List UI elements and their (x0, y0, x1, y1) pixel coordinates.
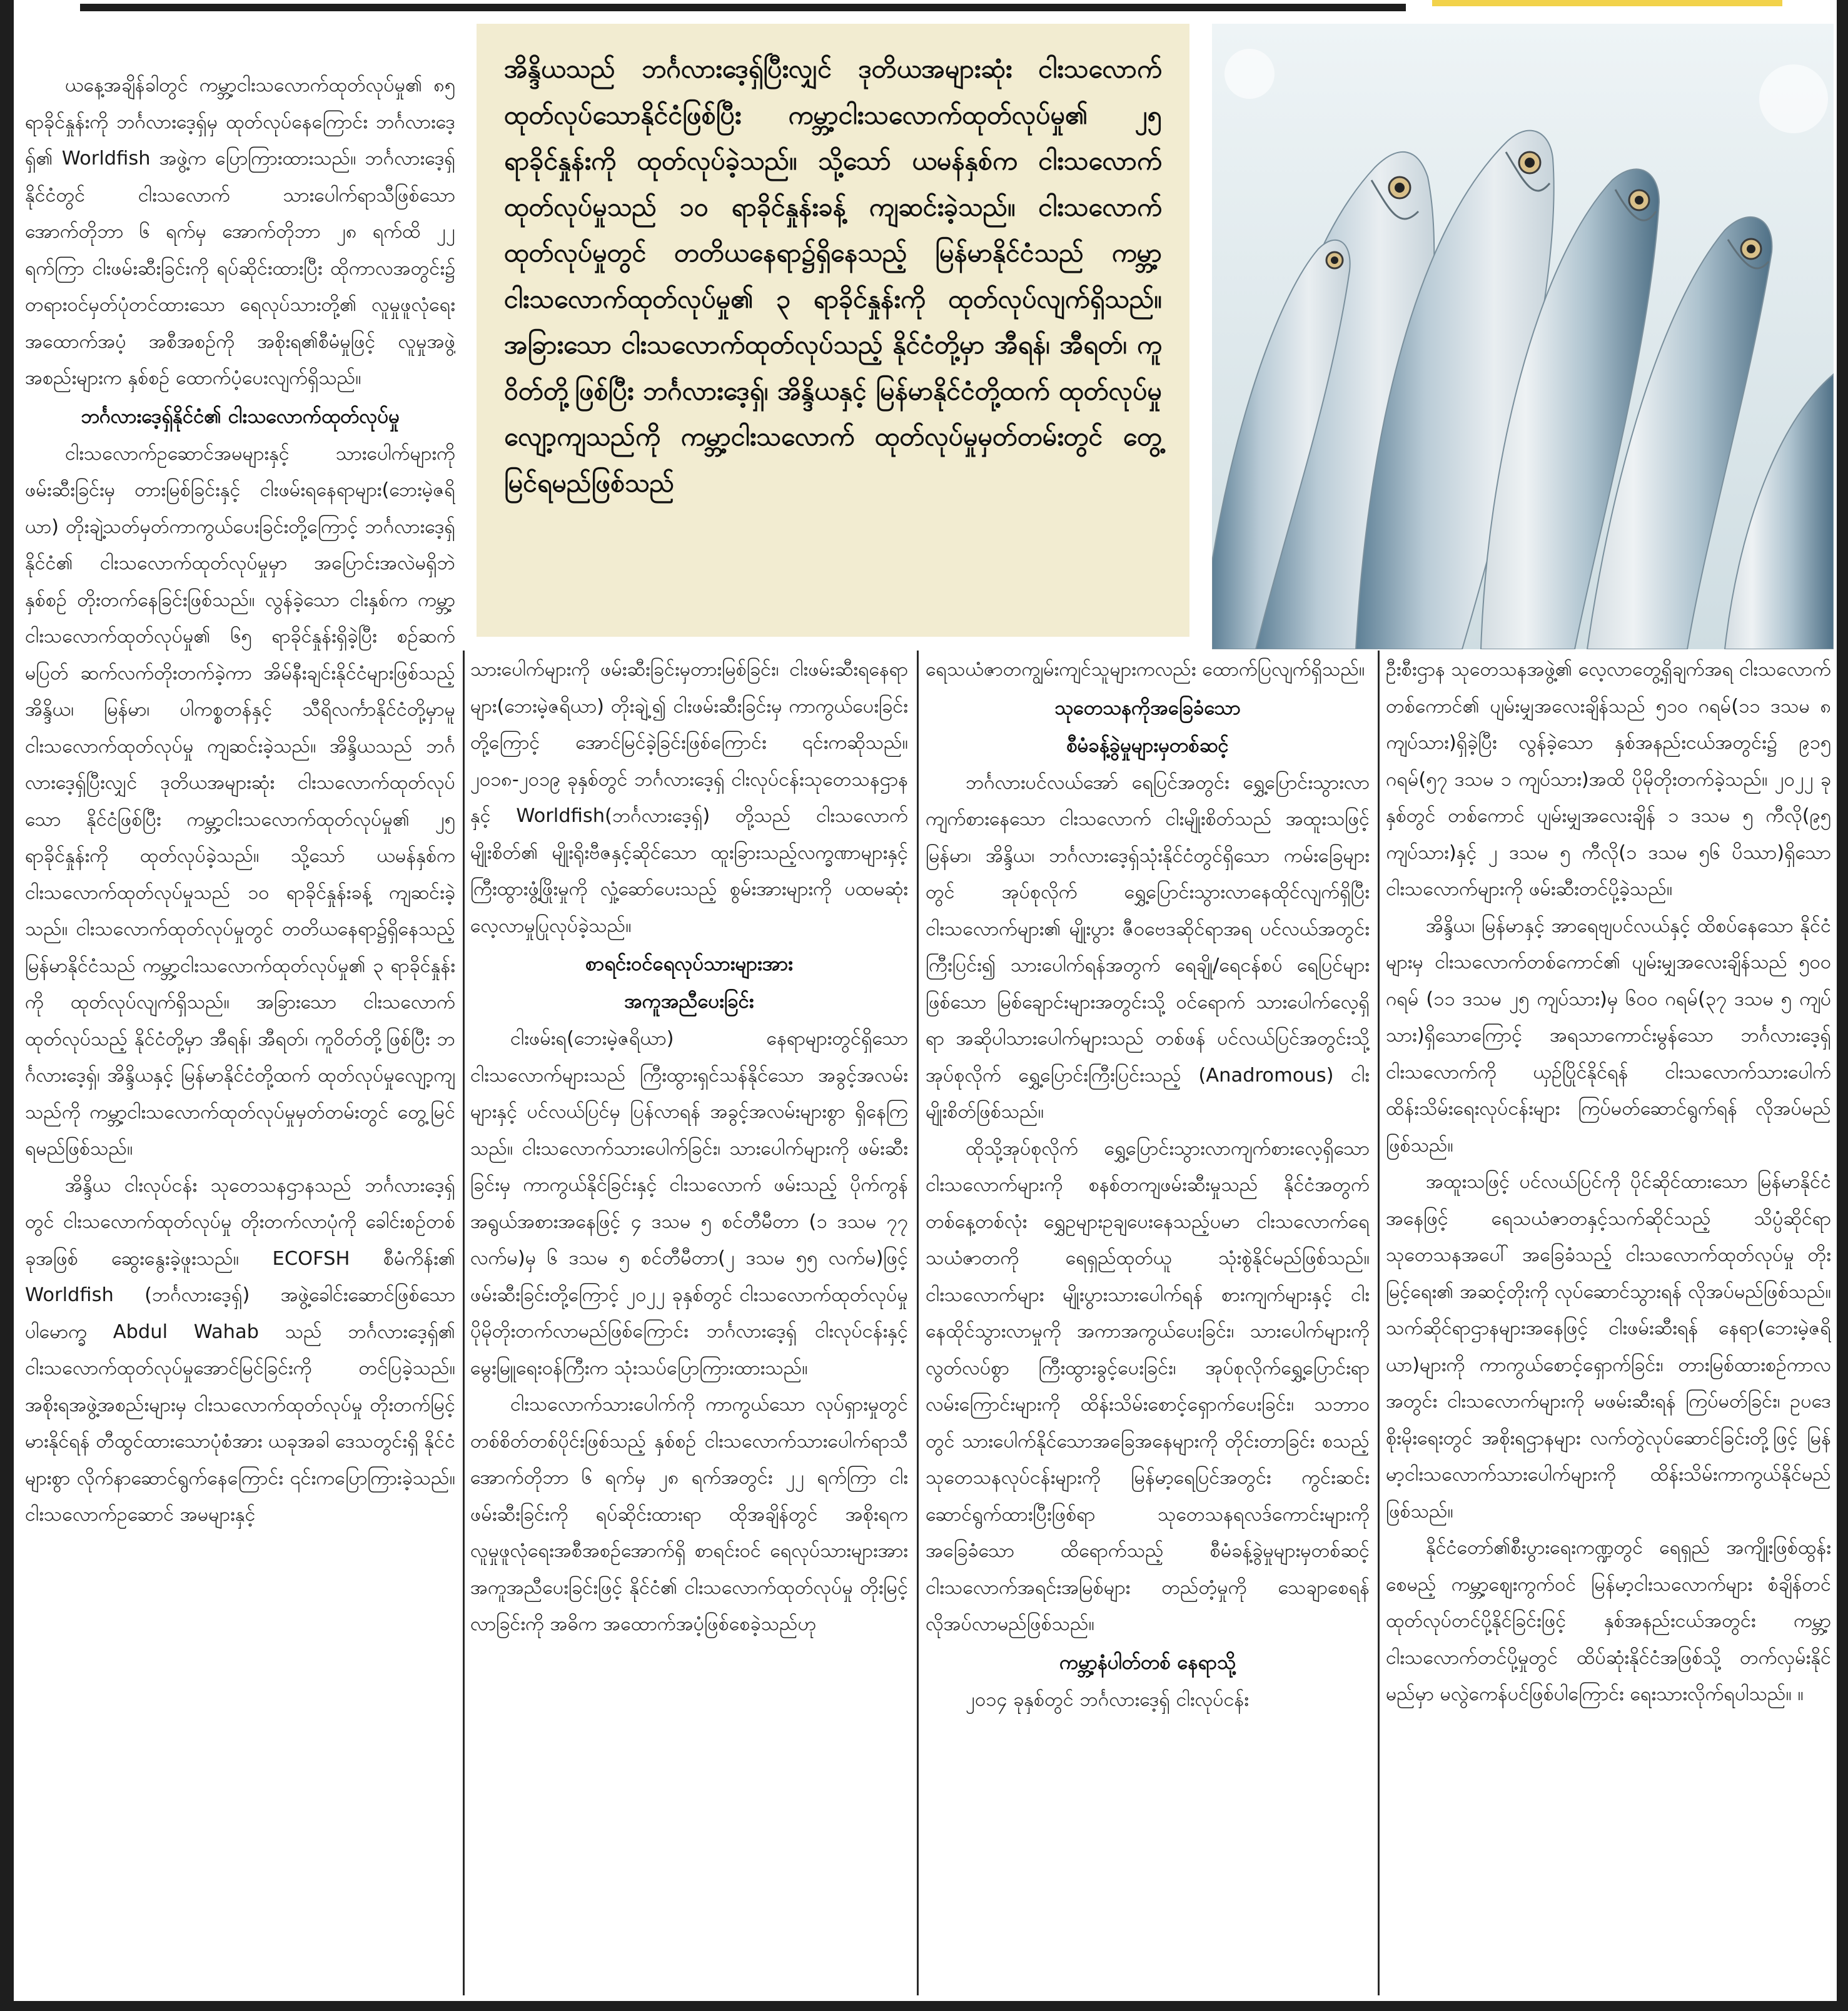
paragraph: ငါးသလောက်ဥဆောင်အမများနှင့် သားပေါက်များကိုဖမ်းဆီးခြင်းမှ တားမြစ်ခြင်းနှင့် ငါးဖမ်းရနေရာများ(ဘေးမဲ့ဇရိယာ) တိုးချဲ့သတ်မှတ်ကာကွယ်ပေးခြင်းတို့ကြောင့် ဘင်္ဂလားဒေ့ရှ်နိုင်ငံ၏ ငါးသလောက်ထုတ်လုပ်မှုမှာ အပြောင်းအလဲမရှိဘဲ နှစ်စဉ် တိုးတက်နေခြင်းဖြစ်သည်။ လွန်ခဲ့သော ငါးနှစ်က ကမ္ဘာ့ငါးသလောက်ထုတ်လုပ်မှု၏ ၆၅ ရာခိုင်နှုန်းရှိခဲ့ပြီး စဉ်ဆက်မပြတ် ဆက်လက်တိုးတက်ခဲ့ကာ အိမ်နီးချင်းနိုင်ငံများဖြစ်သည့် အိန္ဒိယ၊ မြန်မာ၊ ပါကစ္စတန်နှင့် သီရိလင်္ကာနိုင်ငံတို့မှာမူ ငါးသလောက်ထုတ်လုပ်မှု ကျဆင်းခဲ့သည်။ အိန္ဒိယသည် ဘင်္ဂလားဒေ့ရှ်ပြီးလျှင် ဒုတိယအများဆုံး ငါးသလောက်ထုတ်လုပ်သော နိုင်ငံဖြစ်ပြီး ကမ္ဘာ့ငါးသလောက်ထုတ်လုပ်မှု၏ ၂၅ ရာခိုင်နှုန်းကို ထုတ်လုပ်ခဲ့သည်။ သို့သော် ယမန်နှစ်က ငါးသလောက်ထုတ်လုပ်မှုသည် ၁၀ ရာခိုင်နှုန်းခန့် ကျဆင်းခဲ့သည်။ ငါးသလောက်ထုတ်လုပ်မှုတွင် တတိယနေရာ၌ရှိနေသည့် မြန်မာနိုင်ငံသည် ကမ္ဘာ့ငါးသလောက်ထုတ်လုပ်မှု၏ ၃ ရာခိုင်နှုန်းကို ထုတ်လုပ်လျက်ရှိသည်။ အခြားသော ငါးသလောက်ထုတ်လုပ်သည့် နိုင်ငံတို့မှာ အီရန်၊ အီရတ်၊ ကူဝိတ်တို့ဖြစ်ပြီး ဘင်္ဂလားဒေ့ရှ်၊ အိန္ဒိယနှင့် မြန်မာနိုင်ငံတို့ထက် ထုတ်လုပ်မှုလျော့ကျသည်ကို ကမ္ဘာ့ငါးသလောက်ထုတ်လုပ်မှုမှတ်တမ်းတွင် တွေ့မြင်ရမည်ဖြစ်သည်။ (25, 442, 455, 1160)
subheading: သုတေသနကိုအခြေခံသော (1054, 696, 1241, 719)
paragraph: အထူးသဖြင့် ပင်လယ်ပြင်ကို ပိုင်ဆိုင်ထားသော မြန်မာနိုင်ငံအနေဖြင့် ရေသယံဇာတနှင့်သက်ဆိုင်သည့် သိပ္ပံဆိုင်ရာ သုတေသနအပေါ် အခြေခံသည့် ငါးသလောက်ထုတ်လုပ်မှု တိုးမြင့်ရေး၏ အဆင့်တိုးကို လုပ်ဆောင်သွားရန် လိုအပ်မည်ဖြစ်သည်။ သက်ဆိုင်ရာဌာနများအနေဖြင့် ငါးဖမ်းဆီးရန် နေရာ(ဘေးမဲ့ဇရိယာ)များကို ကာကွယ်စောင့်ရှောက်ခြင်း၊ တားမြစ်ထားစဉ်ကာလအတွင်း ငါးသလောက်များကို မဖမ်းဆီးရန် ကြပ်မတ်ခြင်း၊ ဥပဒေစိုးမိုးရေးတွင် အစိုးရဌာနများ လက်တွဲလုပ်ဆောင်ခြင်းတို့ဖြင့် မြန်မာ့ငါးသလောက်သားပေါက်များကို ထိန်းသိမ်းကာကွယ်နိုင်မည်ဖြစ်သည်။ (1386, 1171, 1831, 1522)
header-accent-bar (1432, 0, 1782, 6)
paragraph: နိုင်ငံတော်၏စီးပွားရေးကဏ္ဍတွင် ရေရှည် အကျိုးဖြစ်ထွန်းစေမည့် ကမ္ဘာ့ဈေးကွက်ဝင် မြန်မာ့ငါးသလောက်များ စံချိန်တင် ထုတ်လုပ်တင်ပို့နိုင်ခြင်းဖြင့် နှစ်အနည်းငယ်အတွင်း ကမ္ဘာ့ငါးသလောက်တင်ပို့မှုတွင် ထိပ်ဆုံးနိုင်ငံအဖြစ်သို့ တက်လှမ်းနိုင်မည်မှာ မလွဲကေန်ပင်ဖြစ်ပါကြောင်း ရေးသားလိုက်ရပါသည်။ ။ (1386, 1537, 1831, 1705)
subheading: စာရင်းဝင်ရေလုပ်သားများအား (585, 953, 793, 975)
article-column-3 (926, 652, 1370, 1990)
article-column-2 (470, 652, 908, 1990)
column-divider (1378, 651, 1380, 1995)
subheading: ကမ္ဘာ့နံပါတ်တစ် နေရာသို့ (1059, 1651, 1236, 1674)
article-column-4 (1386, 652, 1831, 1990)
paragraph: ထိုသို့အုပ်စုလိုက် ရွှေ့ပြောင်းသွားလာကျက်စားလေ့ရှိသော ငါးသလောက်များကို စနစ်တကျဖမ်းဆီးမှုသည် နိုင်ငံအတွက် တစ်နေ့တစ်လုံး ရွှေဥများဥချပေးနေသည့်ပမာ ငါးသလောက်ရေသယံဇာတကို ရေရှည်ထုတ်ယူ သုံးစွဲနိုင်မည်ဖြစ်သည်။ ငါးသလောက်များ မျိုးပွားသားပေါက်ရန် စားကျက်များနှင့် ငါးနေထိုင်သွားလာမှုကို အကာအကွယ်ပေးခြင်း၊ သားပေါက်များကိုလွတ်လပ်စွာ ကြီးထွားခွင့်ပေးခြင်း၊ အုပ်စုလိုက်ရွှေ့ပြောင်းရာလမ်းကြောင်းများကို ထိန်းသိမ်းစောင့်ရှောက်ပေးခြင်း၊ သဘာဝတွင် သားပေါက်နိုင်သောအခြေအနေများကို တိုင်းတာခြင်း စသည့် သုတေသနလုပ်ငန်းများကို မြန်မာ့ရေပြင်အတွင်း ကွင်းဆင်းဆောင်ရွက်ထားပြီးဖြစ်ရာ သုတေသနရလဒ်ကောင်းများကို အခြေခံသော ထိရောက်သည့် စီမံခန့်ခွဲမှုများမှတစ်ဆင့် ငါးသလောက်အရင်းအမြစ်များ တည်တံ့မှုကို သေချာစေရန် လိုအပ်လာမည်ဖြစ်သည်။ (926, 1137, 1370, 1635)
paragraph: ဦးစီးဌာန သုတေသနအဖွဲ့၏ လေ့လာတွေ့ရှိချက်အရ ငါးသလောက်တစ်ကောင်၏ ပျမ်းမျှအလေးချိန်သည် ၅၁၀ ဂရမ်(၁၁ ဒသမ ၈ ကျပ်သား)ရှိခဲ့ပြီး လွန်ခဲ့သော နှစ်အနည်းငယ်အတွင်း၌ ၉၁၅ ဂရမ်(၅၇ ဒသမ ၁ ကျပ်သား)အထိ ပိုမိုတိုးတက်ခဲ့သည်။ ၂၀၂၂ ခုနှစ်တွင် တစ်ကောင် ပျမ်းမျှအလေးချိန် ၁ ဒသမ ၅ ကီလို(၉၅ ကျပ်သား)နှင့် ၂ ဒသမ ၅ ကီလို(၁ ဒသမ ၅၆ ပိဿာ)ရှိသော ငါးသလောက်များကို ဖမ်းဆီးတင်ပို့ခဲ့သည်။ (1386, 659, 1831, 900)
column-divider (463, 651, 465, 1995)
page-border-right (1837, 0, 1848, 2011)
page-border-left (0, 0, 14, 2011)
paragraph: အိန္ဒိယ ငါးလုပ်ငန်း သုတေသနဌာနသည် ဘင်္ဂလားဒေ့ရှ်တွင် ငါးသလောက်ထုတ်လုပ်မှု တိုးတက်လာပုံကို ခေါင်းစဉ်တစ်ခုအဖြစ် ဆွေးနွေးခဲ့ဖူးသည်။ ECOFSH စီမံကိန်း၏ Worldfish (ဘင်္ဂလားဒေ့ရှ်) အဖွဲ့ခေါင်းဆောင်ဖြစ်သော ပါမောက္ခ Abdul Wahab သည် ဘင်္ဂလားဒေ့ရှ်၏ ငါးသလောက်ထုတ်လုပ်မှုအောင်မြင်ခြင်းကို တင်ပြခဲ့သည်။ အစိုးရအဖွဲ့အစည်းများမှ ငါးသလောက်ထုတ်လုပ်မှု တိုးတက်မြင့်မားနိုင်ရန် တီထွင်ထားသောပုံစံအား ယခုအခါ ဒေသတွင်းရှိ နိုင်ငံများစွာ လိုက်နာဆောင်ရွက်နေကြောင်း ၎င်းကပြောကြားခဲ့သည်။ ငါးသလောက်ဥဆောင် အမများနှင့် (25, 1174, 455, 1526)
column-divider (917, 651, 919, 1995)
paragraph: ယနေ့အချိန်ခါတွင် ကမ္ဘာ့ငါးသလောက်ထုတ်လုပ်မှု၏ ၈၅ ရာခိုင်နှုန်းကို ဘင်္ဂလားဒေ့ရှ်မှ ထုတ်လုပ်နေကြောင်း ဘင်္ဂလားဒေ့ရှ်၏ Worldfish အဖွဲ့က ပြောကြားထားသည်။ ဘင်္ဂလားဒေ့ရှ်နိုင်ငံတွင် ငါးသလောက် သားပေါက်ရာသီဖြစ်သော အောက်တိုဘာ ၆ ရက်မှ အောက်တိုဘာ ၂၈ ရက်ထိ ၂၂ ရက်ကြာ ငါးဖမ်းဆီးခြင်းကို ရပ်ဆိုင်းထားပြီး ထိုကာလအတွင်း၌ တရားဝင်မှတ်ပုံတင်ထားသော ရေလုပ်သားတို့၏ လူမှုဖူလုံရေးအထောက်အပံ့ အစီအစဉ်ကို အစိုးရ၏စီမံမှုဖြင့် လူမှုအဖွဲ့အစည်းများက နှစ်စဉ် ထောက်ပံ့ပေးလျက်ရှိသည်။ (25, 74, 455, 389)
paragraph: ငါးဖမ်းရ(ဘေးမဲ့ဇရိယာ) နေရာများတွင်ရှိသော ငါးသလောက်များသည် ကြီးထွားရှင်သန်နိုင်သော အခွင့်အလမ်းများနှင့် ပင်လယ်ပြင်မှ ပြန်လာရန် အခွင့်အလမ်းများစွာ ရှိနေကြသည်။ ငါးသလောက်သားပေါက်ခြင်း၊ သားပေါက်များကို ဖမ်းဆီးခြင်းမှ ကာကွယ်နိုင်ခြင်းနှင့် ငါးသလောက် ဖမ်းသည့် ပိုက်ကွန်အရွယ်အစားအနေဖြင့် ၄ ဒသမ ၅ စင်တီမီတာ (၁ ဒသမ ၇၇ လက်မ)မှ ၆ ဒသမ ၅ စင်တီမီတာ(၂ ဒသမ ၅၅ လက်မ)ဖြင့် ဖမ်းဆီးခြင်းတို့ကြောင့် ၂၀၂၂ ခုနှစ်တွင် ငါးသလောက်ထုတ်လုပ်မှု ပိုမိုတိုးတက်လာမည်ဖြစ်ကြောင်း ဘင်္ဂလားဒေ့ရှ် ငါးလုပ်ငန်းနှင့် မွေးမြူရေးဝန်ကြီးက သုံးသပ်ပြောကြားထားသည်။ (470, 1028, 908, 1379)
paragraph: ၂၀၁၄ ခုနှစ်တွင် ဘင်္ဂလားဒေ့ရှ် ငါးလုပ်ငန်း (966, 1688, 1250, 1711)
paragraph: ငါးသလောက်သားပေါက်ကို ကာကွယ်သော လုပ်ရှားမှုတွင် တစ်စိတ်တစ်ပိုင်းဖြစ်သည့် နှစ်စဉ် ငါးသလောက်သားပေါက်ရာသီ အောက်တိုဘာ ၆ ရက်မှ ၂၈ ရက်အတွင်း ၂၂ ရက်ကြာ ငါးဖမ်းဆီးခြင်းကို ရပ်ဆိုင်းထားရာ ထိုအချိန်တွင် အစိုးရက လူမှုဖူလုံရေးအစီအစဉ်အောက်ရှိ စာရင်းဝင် ရေလုပ်သားများအား အကူအညီပေးခြင်းဖြင့် နိုင်ငံ၏ ငါးသလောက်ထုတ်လုပ်မှု တိုးမြင့်လာခြင်းကို အဓိက အထောက်အပံ့ဖြစ်စေခဲ့သည်ဟု (470, 1394, 908, 1635)
pull-quote-text: အိန္ဒိယသည် ဘင်္ဂလားဒေ့ရှ်ပြီးလျှင် ဒုတိယအများဆုံး ငါးသလောက်ထုတ်လုပ်သောနိုင်ငံဖြစ်ပြီး ကမ္ဘာ့ငါးသလောက်ထုတ်လုပ်မှု၏ ၂၅ ရာခိုင်နှုန်းကို ထုတ်လုပ်ခဲ့သည်။ သို့သော် ယမန်နှစ်က ငါးသလောက်ထုတ်လုပ်မှုသည် ၁၀ ရာခိုင်နှုန်းခန့် ကျဆင်းခဲ့သည်။ ငါးသလောက်ထုတ်လုပ်မှုတွင် တတိယနေရာ၌ရှိနေသည့် မြန်မာနိုင်ငံသည် ကမ္ဘာ့ငါးသလောက်ထုတ်လုပ်မှု၏ ၃ ရာခိုင်နှုန်းကို ထုတ်လုပ်လျက်ရှိသည်။ အခြားသော ငါးသလောက်ထုတ်လုပ်သည့် နိုင်ငံတို့မှာ အီရန်၊ အီရတ်၊ ကူဝိတ်တို့ဖြစ်ပြီး ဘင်္ဂလားဒေ့ရှ်၊ အိန္ဒိယနှင့် မြန်မာနိုင်ငံတို့ထက် ထုတ်လုပ်မှုလျော့ကျသည်ကို ကမ္ဘာ့ငါးသလောက် ထုတ်လုပ်မှုမှတ်တမ်းတွင် တွေ့မြင်ရမည်ဖြစ်သည် (504, 54, 1162, 498)
paragraph: သားပေါက်များကို ဖမ်းဆီးခြင်းမှတားမြစ်ခြင်း၊ ငါးဖမ်းဆီးရနေရာများ(ဘေးမဲ့ဇရိယာ) တိုးချဲ့၍ ငါးဖမ်းဆီးခြင်းမှ ကာကွယ်ပေးခြင်းတို့ကြောင့် အောင်မြင်ခဲ့ခြင်းဖြစ်ကြောင်း ၎င်းကဆိုသည်။ ၂၀၁၈-၂၀၁၉ ခုနှစ်တွင် ဘင်္ဂလားဒေ့ရှ် ငါးလုပ်ငန်းသုတေသနဌာနနှင့် Worldfish(ဘင်္ဂလားဒေ့ရှ်) တို့သည် ငါးသလောက်မျိုးစိတ်၏ မျိုးရိုးဗီဇနှင့်ဆိုင်သော ထူးခြားသည့်လက္ခဏာများနှင့် ကြီးထွားဖွံ့ဖြိုးမှုကို လှုံ့ဆော်ပေးသည့် စွမ်းအားများကို ပထမဆုံး လေ့လာမှုပြုလုပ်ခဲ့သည်။ (470, 659, 908, 937)
subheading: စီမံခန့်ခွဲမှုများမှတစ်ဆင့် (1066, 734, 1229, 757)
header-rule (80, 4, 1406, 11)
paragraph: အိန္ဒိယ၊ မြန်မာနှင့် အာရေဗျပင်လယ်နှင့် ထိစပ်နေသော နိုင်ငံများမှ ငါးသလောက်တစ်ကောင်၏ ပျမ်းမျှအလေးချိန်သည် ၅၀၀ ဂရမ် (၁၁ ဒသမ ၂၅ ကျပ်သား)မှ ၆၀၀ ဂရမ်(၃၇ ဒသမ ၅ ကျပ်သား)ရှိသောကြောင့် အရသာကောင်းမွန်သော ဘင်္ဂလားဒေ့ရှ် ငါးသလောက်ကို ယှဉ်ပြိုင်နိုင်ရန် ငါးသလောက်သားပေါက် ထိန်းသိမ်းရေးလုပ်ငန်းများ ကြပ်မတ်ဆောင်ရွက်ရန် လိုအပ်မည်ဖြစ်သည်။ (1386, 914, 1831, 1157)
paragraph: ရေသယံဇာတကျွမ်းကျင်သူများကလည်း ထောက်ပြလျက်ရှိသည်။ (926, 659, 1365, 681)
subheading: ဘင်္ဂလားဒေ့ရှ်နိုင်ငံ၏ ငါးသလောက်ထုတ်လုပ်မှု (81, 405, 400, 428)
page-border-bottom (0, 2001, 1848, 2011)
article-column-1 (25, 68, 455, 1988)
pull-quote-box (477, 24, 1189, 637)
subheading: အကူအညီပေးခြင်း (624, 990, 754, 1013)
paragraph: ဘင်္ဂလားပင်လယ်အော် ရေပြင်အတွင်း ရွှေ့ပြောင်းသွားလာ ကျက်စားနေသော ငါးသလောက် ငါးမျိုးစိတ်သည် အထူးသဖြင့် မြန်မာ၊ အိန္ဒိယ၊ ဘင်္ဂလားဒေ့ရှ်သုံးနိုင်ငံတွင်ရှိသော ကမ်းခြေများတွင် အုပ်စုလိုက် ရွှေ့ပြောင်းသွားလာနေထိုင်လျက်ရှိပြီး ငါးသလောက်များ၏ မျိုးပွား ဇီဝဗေဒဆိုင်ရာအရ ပင်လယ်အတွင်း ကြီးပြင်း၍ သားပေါက်ရန်အတွက် ရေချို/ရေငန်စပ် ရေပြင်များ ဖြစ်သော မြစ်ချောင်းများအတွင်းသို့ ဝင်ရောက် သားပေါက်လေ့ရှိရာ အဆိုပါသားပေါက်များသည် တစ်ဖန် ပင်လယ်ပြင်အတွင်းသို့ အုပ်စုလိုက် ရွှေ့ပြောင်းကြီးပြင်းသည့် (Anadromous) ငါးမျိုးစိတ်ဖြစ်သည်။ (926, 771, 1370, 1123)
hilsa-fish-photo (1212, 24, 1834, 649)
